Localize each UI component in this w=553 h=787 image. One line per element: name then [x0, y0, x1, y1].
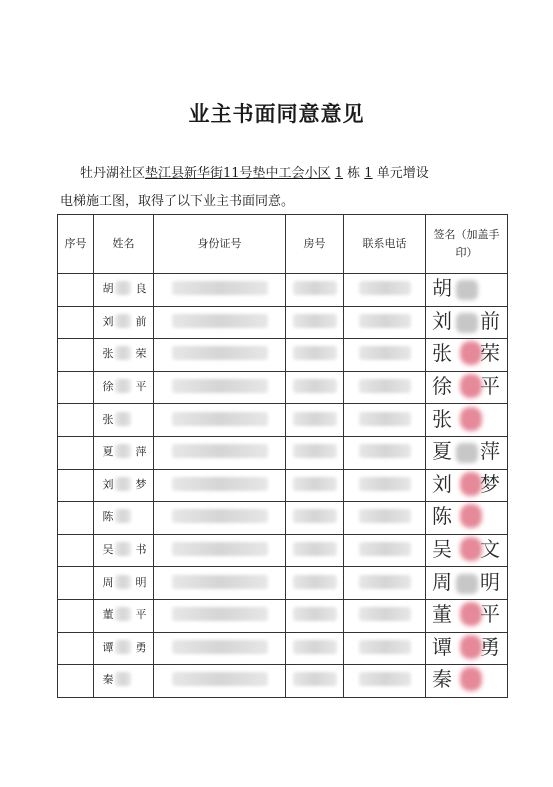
- table-row: [58, 274, 508, 307]
- row-index-cell: [58, 567, 94, 600]
- room-redaction: [293, 477, 337, 491]
- handwritten-signature: [426, 405, 507, 436]
- id-number-cell: [154, 599, 286, 632]
- id-number-cell: [154, 436, 286, 469]
- room-number-cell: [286, 665, 344, 698]
- phone-redaction: [359, 672, 411, 686]
- unit-number: 1: [364, 166, 373, 181]
- fingerprint-stamp: [460, 374, 482, 398]
- room-redaction: [293, 412, 337, 426]
- id-redaction: [172, 379, 268, 393]
- row-index-cell: [58, 404, 94, 437]
- name-redaction: [115, 379, 131, 393]
- phone-cell: [344, 436, 426, 469]
- owner-name-cell: [94, 665, 154, 698]
- intro-paragraph: [60, 160, 500, 216]
- signature-cell: [426, 567, 508, 600]
- table-header-row: [58, 215, 508, 274]
- owner-name-last: 明: [135, 575, 147, 589]
- signature-cell: [426, 274, 508, 307]
- id-number-cell: [154, 502, 286, 535]
- owner-name-cell: [94, 306, 154, 339]
- signature-char-2: 明: [480, 569, 500, 594]
- phone-redaction: [359, 314, 411, 328]
- id-number-cell: [154, 632, 286, 665]
- room-number-cell: [286, 599, 344, 632]
- id-redaction: [172, 477, 268, 491]
- phone-redaction: [359, 444, 411, 458]
- name-redaction: [115, 509, 131, 523]
- signature-cell: [426, 665, 508, 698]
- phone-cell: [344, 306, 426, 339]
- row-index-cell: [58, 469, 94, 502]
- table-row: [58, 339, 508, 372]
- fingerprint-stamp: [460, 602, 482, 626]
- name-redaction: [115, 640, 131, 654]
- owner-name-cell: [94, 469, 154, 502]
- owner-name: [97, 475, 151, 493]
- name-redaction: [115, 607, 131, 621]
- owner-name-first: 张: [102, 412, 114, 426]
- room-number-cell: [286, 502, 344, 535]
- signature-char-2: 勇: [480, 634, 500, 659]
- intro-line-2: 电梯施工图，取得了以下业主书面同意。: [60, 194, 295, 209]
- table-row: [58, 534, 508, 567]
- handwritten-signature: [426, 568, 507, 599]
- phone-cell: [344, 339, 426, 372]
- phone-redaction: [359, 575, 411, 589]
- intro-suffix: 单元增设: [376, 166, 429, 181]
- id-redaction: [172, 314, 268, 328]
- header-index: 序号: [58, 215, 94, 274]
- room-number-cell: [286, 274, 344, 307]
- room-redaction: [293, 607, 337, 621]
- owner-name: [97, 312, 151, 330]
- room-redaction: [293, 346, 337, 360]
- signature-char-1: 刘: [432, 308, 452, 333]
- row-index-cell: [58, 306, 94, 339]
- owner-name-first: 徐: [102, 380, 114, 394]
- phone-cell: [344, 534, 426, 567]
- id-redaction: [172, 640, 268, 654]
- owner-name-cell: [94, 599, 154, 632]
- owner-name: [97, 442, 151, 460]
- table-row: [58, 502, 508, 535]
- room-number-cell: [286, 339, 344, 372]
- row-index-cell: [58, 632, 94, 665]
- row-index-cell: [58, 665, 94, 698]
- signature-char-1: 陈: [432, 504, 452, 529]
- header-phone: 联系电话: [344, 215, 426, 274]
- id-redaction: [172, 509, 268, 523]
- phone-redaction: [359, 542, 411, 556]
- room-redaction: [293, 444, 337, 458]
- signature-char-1: 谭: [432, 634, 452, 659]
- phone-cell: [344, 404, 426, 437]
- phone-cell: [344, 632, 426, 665]
- phone-redaction: [359, 640, 411, 654]
- id-number-cell: [154, 404, 286, 437]
- signature-char-2: 前: [480, 308, 500, 333]
- name-redaction: [115, 575, 131, 589]
- signature-char-1: 徐: [432, 374, 452, 399]
- owner-name-last: 良: [135, 282, 147, 296]
- owner-name-last: 平: [135, 608, 147, 622]
- owner-name-last: 前: [135, 314, 147, 328]
- signature-cell: [426, 436, 508, 469]
- owner-name-last: 平: [135, 380, 147, 394]
- row-index-cell: [58, 339, 94, 372]
- document-title: 业主书面同意意见: [188, 101, 365, 126]
- handwritten-signature: [426, 437, 507, 468]
- header-id-number: 身份证号: [154, 215, 286, 274]
- handwritten-signature: [426, 339, 507, 370]
- owner-name: [97, 344, 151, 362]
- building-number: 1: [334, 166, 343, 181]
- id-redaction: [172, 346, 268, 360]
- table-row: [58, 469, 508, 502]
- owner-name: [97, 507, 151, 525]
- fingerprint-stamp: [460, 472, 482, 496]
- table-row: [58, 371, 508, 404]
- owner-name-first: 周: [102, 575, 114, 589]
- owner-name: [97, 670, 151, 688]
- signature-char-2: 萍: [480, 439, 500, 464]
- signature-cell: [426, 534, 508, 567]
- phone-cell: [344, 567, 426, 600]
- owner-name-cell: [94, 274, 154, 307]
- id-redaction: [172, 575, 268, 589]
- handwritten-signature: [426, 502, 507, 533]
- owner-name-last: 书: [135, 543, 147, 557]
- owner-name-first: 秦: [102, 673, 114, 687]
- owner-name-last: 萍: [135, 445, 147, 459]
- id-redaction: [172, 281, 268, 295]
- name-redaction: [115, 281, 131, 295]
- signature-char-2: 文: [480, 537, 500, 562]
- signature-redaction: [456, 443, 478, 463]
- owner-name-cell: [94, 534, 154, 567]
- id-number-cell: [154, 665, 286, 698]
- fingerprint-stamp: [460, 341, 482, 365]
- signature-char-1: 夏: [432, 439, 452, 464]
- id-number-cell: [154, 534, 286, 567]
- handwritten-signature: [426, 633, 507, 664]
- signature-char-2: 平: [480, 374, 500, 399]
- owner-name-cell: [94, 436, 154, 469]
- handwritten-signature: [426, 372, 507, 403]
- signature-char-1: 张: [432, 341, 452, 366]
- room-number-cell: [286, 567, 344, 600]
- signature-char-1: 胡: [432, 276, 452, 301]
- signature-char-2: 梦: [480, 471, 500, 496]
- signature-char-1: 刘: [432, 471, 452, 496]
- phone-cell: [344, 469, 426, 502]
- owner-name-first: 刘: [102, 314, 114, 328]
- handwritten-signature: [426, 535, 507, 566]
- phone-cell: [344, 599, 426, 632]
- owner-name-first: 张: [102, 347, 114, 361]
- owner-name-last: 荣: [135, 347, 147, 361]
- header-name: 姓名: [94, 215, 154, 274]
- phone-redaction: [359, 346, 411, 360]
- signature-cell: [426, 632, 508, 665]
- name-redaction: [115, 477, 131, 491]
- signature-redaction: [456, 280, 478, 300]
- table-row: [58, 404, 508, 437]
- row-index-cell: [58, 502, 94, 535]
- signature-cell: [426, 404, 508, 437]
- owner-name-last: 梦: [135, 477, 147, 491]
- id-number-cell: [154, 274, 286, 307]
- room-number-cell: [286, 436, 344, 469]
- owner-name-first: 陈: [102, 510, 114, 524]
- owner-name-cell: [94, 404, 154, 437]
- owner-name-cell: [94, 371, 154, 404]
- room-redaction: [293, 509, 337, 523]
- room-number-cell: [286, 371, 344, 404]
- row-index-cell: [58, 274, 94, 307]
- owner-name-first: 夏: [102, 445, 114, 459]
- community-name: 牡丹湖社区: [80, 166, 146, 181]
- name-redaction: [115, 444, 131, 458]
- name-redaction: [115, 672, 131, 686]
- phone-cell: [344, 502, 426, 535]
- room-number-cell: [286, 306, 344, 339]
- owner-name-cell: [94, 339, 154, 372]
- signature-char-2: 荣: [480, 341, 500, 366]
- owner-name-first: 吴: [102, 543, 114, 557]
- row-index-cell: [58, 534, 94, 567]
- id-redaction: [172, 412, 268, 426]
- row-index-cell: [58, 436, 94, 469]
- table-body: [58, 274, 508, 698]
- owner-name: [97, 410, 151, 428]
- owner-name: [97, 540, 151, 558]
- signature-cell: [426, 306, 508, 339]
- id-redaction: [172, 672, 268, 686]
- phone-cell: [344, 371, 426, 404]
- room-redaction: [293, 672, 337, 686]
- signature-cell: [426, 339, 508, 372]
- table-row: [58, 599, 508, 632]
- name-redaction: [115, 314, 131, 328]
- signature-redaction: [456, 313, 478, 333]
- id-number-cell: [154, 469, 286, 502]
- fingerprint-stamp: [460, 667, 482, 691]
- phone-redaction: [359, 412, 411, 426]
- handwritten-signature: [426, 307, 507, 338]
- fingerprint-stamp: [460, 504, 482, 528]
- signature-cell: [426, 502, 508, 535]
- id-redaction: [172, 607, 268, 621]
- phone-cell: [344, 665, 426, 698]
- phone-redaction: [359, 607, 411, 621]
- owner-name: [97, 605, 151, 623]
- phone-redaction: [359, 477, 411, 491]
- signature-char-1: 周: [432, 569, 452, 594]
- fingerprint-stamp: [460, 537, 482, 561]
- owner-name-cell: [94, 502, 154, 535]
- room-redaction: [293, 575, 337, 589]
- table-row: [58, 567, 508, 600]
- phone-redaction: [359, 379, 411, 393]
- id-redaction: [172, 542, 268, 556]
- table-row: [58, 665, 508, 698]
- row-index-cell: [58, 599, 94, 632]
- id-number-cell: [154, 567, 286, 600]
- fingerprint-stamp: [460, 407, 482, 431]
- table-row: [58, 436, 508, 469]
- building-word: 栋: [347, 166, 361, 181]
- room-number-cell: [286, 469, 344, 502]
- signature-char-2: 平: [480, 602, 500, 627]
- id-number-cell: [154, 371, 286, 404]
- room-number-cell: [286, 632, 344, 665]
- name-redaction: [115, 542, 131, 556]
- phone-redaction: [359, 281, 411, 295]
- table-row: [58, 306, 508, 339]
- id-number-cell: [154, 306, 286, 339]
- signature-redaction: [456, 574, 478, 594]
- handwritten-signature: [426, 600, 507, 631]
- header-room-number: 房号: [286, 215, 344, 274]
- signature-char-1: 董: [432, 602, 452, 627]
- signature-cell: [426, 599, 508, 632]
- room-redaction: [293, 379, 337, 393]
- owner-name-last: 勇: [135, 640, 147, 654]
- owner-name-cell: [94, 567, 154, 600]
- room-redaction: [293, 542, 337, 556]
- owner-name-first: 刘: [102, 477, 114, 491]
- owner-name-cell: [94, 632, 154, 665]
- intro-line-1: [60, 160, 500, 188]
- room-redaction: [293, 314, 337, 328]
- row-index-cell: [58, 371, 94, 404]
- location-text: 垫江县新华街11号垫中工会小区: [145, 166, 331, 181]
- signature-char-1: 秦: [432, 667, 452, 692]
- header-signature: 签名（加盖手印）: [426, 215, 508, 274]
- handwritten-signature: [426, 665, 507, 696]
- owner-name: [97, 638, 151, 656]
- signature-cell: [426, 371, 508, 404]
- room-number-cell: [286, 534, 344, 567]
- owner-name: [97, 279, 151, 297]
- phone-cell: [344, 274, 426, 307]
- owner-name-first: 董: [102, 608, 114, 622]
- signature-char-1: 吴: [432, 537, 452, 562]
- owner-name: [97, 573, 151, 591]
- room-number-cell: [286, 404, 344, 437]
- phone-redaction: [359, 509, 411, 523]
- id-number-cell: [154, 339, 286, 372]
- signature-char-1: 张: [432, 406, 452, 431]
- table-row: [58, 632, 508, 665]
- owner-name-first: 胡: [102, 282, 114, 296]
- owner-name-first: 谭: [102, 640, 114, 654]
- handwritten-signature: [426, 470, 507, 501]
- name-redaction: [115, 346, 131, 360]
- fingerprint-stamp: [460, 635, 482, 659]
- id-redaction: [172, 444, 268, 458]
- signature-cell: [426, 469, 508, 502]
- name-redaction: [115, 412, 131, 426]
- owner-name: [97, 377, 151, 395]
- owner-consent-table: [57, 214, 508, 698]
- room-redaction: [293, 281, 337, 295]
- handwritten-signature: [426, 274, 507, 305]
- room-redaction: [293, 640, 337, 654]
